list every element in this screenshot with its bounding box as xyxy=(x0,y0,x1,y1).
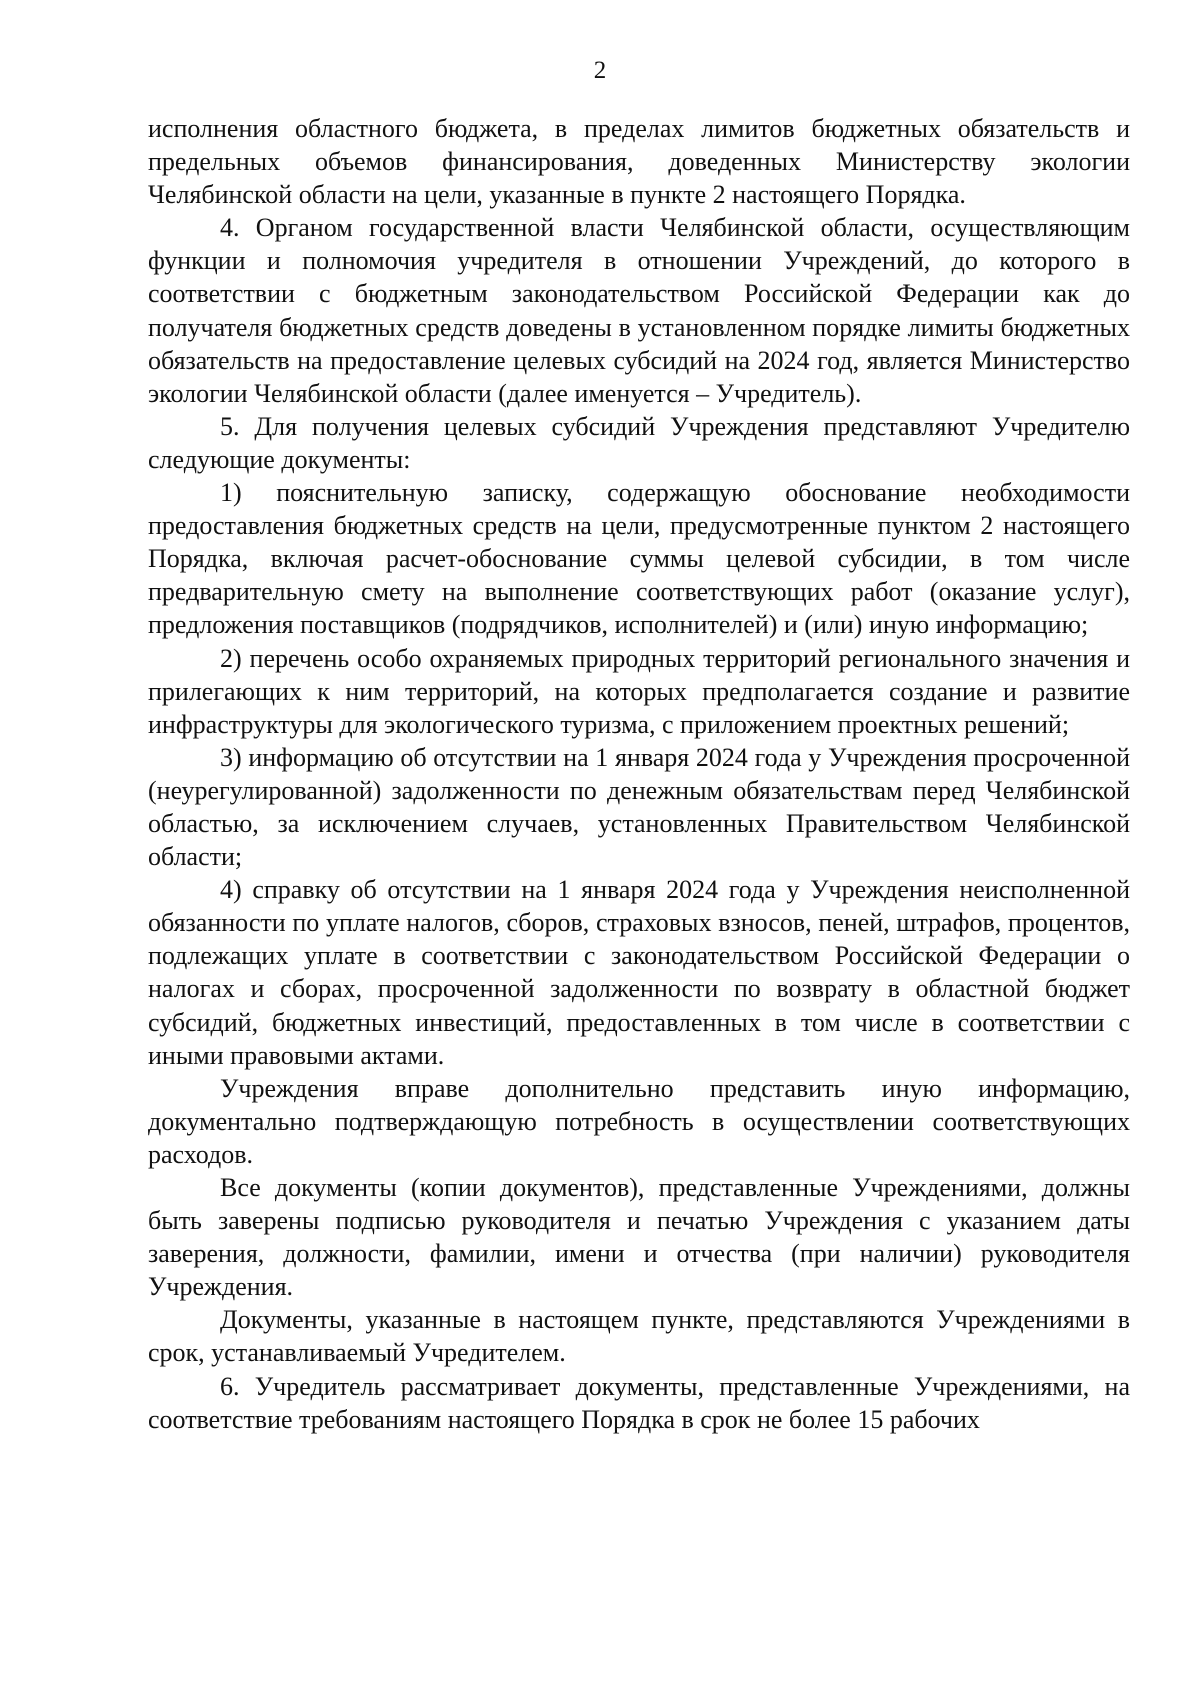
subitem-3: 3) информацию об отсутствии на 1 января 2024 года у Учреждения просроченной (неурегулированной) задолженности по денежным обязательствам перед Челябинской областью, за исключением случаев, установленных Правительством Челябинской области; xyxy=(148,742,1130,872)
subitem-2: 2) перечень особо охраняемых природных территорий регионального значения и прилегающих к ним территорий, на которых предполагается создание и развитие инфраструктуры для экологического туризма, с приложением проектных решений; xyxy=(148,643,1130,739)
paragraph-additional-info: Учреждения вправе дополнительно представить иную информацию, документально подтверждающую потребность в осуществлении соответствующих расходов. xyxy=(148,1073,1130,1169)
paragraph-item-4: 4. Органом государственной власти Челябинской области, осуществляющим функции и полномочия учредителя в отношении Учреждений, до которого в соответствии с бюджетным законодательством Российской Федерации как до получателя бюджетных средств доведены в установленном порядке лимиты бюджетных обязательств на предоставление целевых субсидий на 2024 год, является Министерство экологии Челябинской области (далее именуется – Учредитель). xyxy=(148,213,1130,408)
page-number: 2 xyxy=(593,57,607,84)
subitem-1: 1) пояснительную записку, содержащую обоснование необходимости предоставления бюджетных средств на цели, предусмотренные пунктом 2 настоящего Порядка, включая расчет-обоснование суммы целевой субсидии, в том числе предварительную смету на выполнение соответствующих работ (оказание услуг), предложения поставщиков (подрядчиков, исполнителей) и (или) иную информацию; xyxy=(148,478,1130,640)
paragraph-deadline: Документы, указанные в настоящем пункте, представляются Учреждениями в срок, устанавливаемый Учредителем. xyxy=(148,1305,1130,1368)
paragraph-item-6: 6. Учредитель рассматривает документы, представленные Учреждениями, на соответствие требованиям настоящего Порядка в срок не более 15 рабочих xyxy=(148,1371,1130,1434)
paragraph-certification: Все документы (копии документов), представленные Учреждениями, должны быть заверены подписью руководителя и печатью Учреждения с указанием даты заверения, должности, фамилии, имени и отчества (при наличии) руководителя Учреждения. xyxy=(148,1173,1130,1302)
paragraph-continuation: исполнения областного бюджета, в пределах лимитов бюджетных обязательств и предельных объемов финансирования, доведенных Министерству экологии Челябинской области на цели, указанные в пункте 2 настоящего Порядка. xyxy=(148,114,1130,210)
subitem-4: 4) справку об отсутствии на 1 января 2024 года у Учреждения неисполненной обязанности по уплате налогов, сборов, страховых взносов, пеней, штрафов, процентов, подлежащих уплате в соответствии с законодательством Российской Федерации о налогах и сборах, просроченной задолженности по возврату в областной бюджет субсидий, бюджетных инвестиций, предоставленных в том числе в соответствии с иными правовыми актами. xyxy=(148,875,1130,1070)
document-body xyxy=(148,112,1130,1436)
paragraph-item-5: 5. Для получения целевых субсидий Учреждения представляют Учредителю следующие документы: xyxy=(148,411,1130,474)
